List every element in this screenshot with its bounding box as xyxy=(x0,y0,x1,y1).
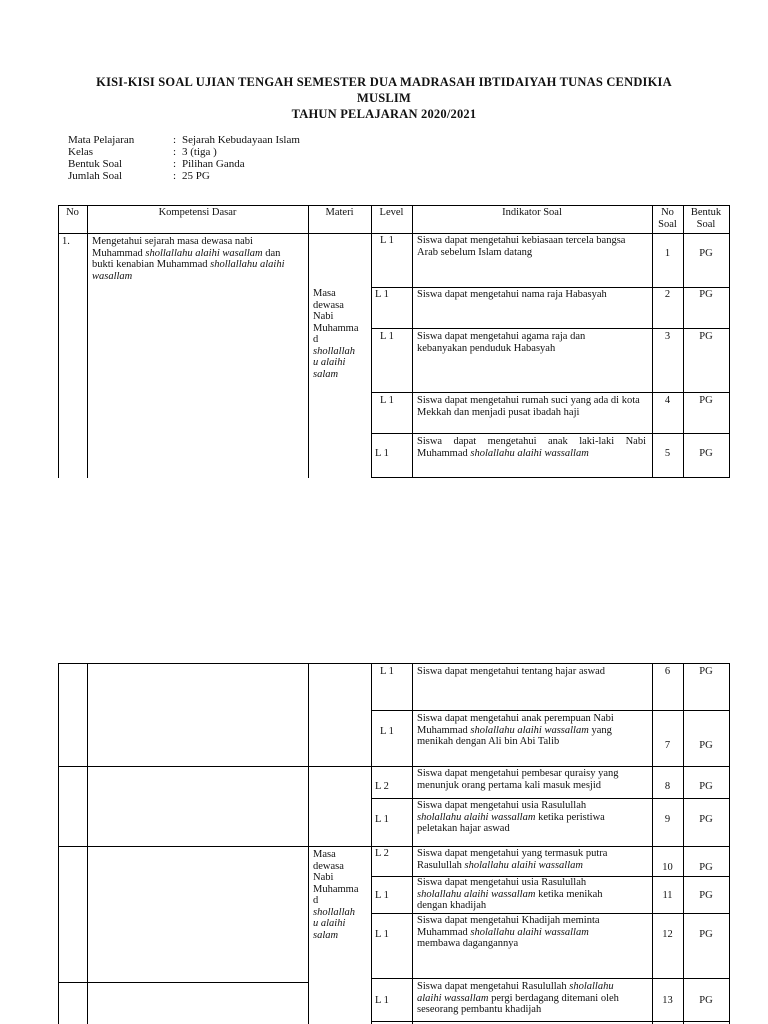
material-line xyxy=(313,907,371,919)
level-cell: L 1 xyxy=(375,448,389,459)
table-border xyxy=(58,205,59,478)
indicator-text-italic: sholallahu alaihi wassallam xyxy=(470,724,589,736)
question-form-cell: PG xyxy=(699,862,713,873)
question-no-cell: 5 xyxy=(664,448,671,459)
header-question-form-line: Soal xyxy=(696,218,716,230)
header-question-no-line: Soal xyxy=(658,218,677,230)
indicator-cell xyxy=(417,981,649,1016)
header-question-form-line: Bentuk xyxy=(690,207,722,218)
material-line: dewasa xyxy=(313,299,344,311)
title-line-3: TAHUN PELAJARAN 2020/2021 xyxy=(291,107,477,121)
material-line: Muhamma xyxy=(313,883,359,895)
header-question-no xyxy=(652,207,683,230)
level-cell: L 1 xyxy=(380,395,394,406)
indicator-text-part: pergi berdagang ditemani oleh xyxy=(488,992,619,1004)
meta-row-question-count xyxy=(68,170,300,182)
indicator-text-part: Rasulullah xyxy=(417,859,465,871)
indicator-cell: Siswa dapat mengetahui rumah suci yang ada di kota Mekkah dan menjadi pusat ibadah haji xyxy=(417,395,640,418)
indicator-text-italic: sholallahu xyxy=(569,981,614,992)
table-border xyxy=(87,663,88,1024)
indicator-line xyxy=(417,725,649,737)
table-border xyxy=(58,766,729,767)
question-form-cell: PG xyxy=(699,995,713,1006)
indicator-line xyxy=(417,889,649,901)
header-question-form xyxy=(683,207,729,230)
competency-text-part: bukti kenabian Muhammad xyxy=(92,259,211,270)
meta-value: Sejarah Kebudayaan Islam xyxy=(182,134,300,146)
meta-colon: : xyxy=(173,146,177,158)
material-italic: u alaihi xyxy=(313,918,346,929)
header-no: No xyxy=(66,207,79,218)
question-form-cell: PG xyxy=(699,448,713,459)
meta-row-subject xyxy=(68,134,300,146)
question-form-cell: PG xyxy=(699,781,713,792)
header-indicator: Indikator Soal xyxy=(502,207,562,218)
table-border xyxy=(371,328,729,329)
indicator-cell xyxy=(417,877,649,912)
indicator-cell xyxy=(417,915,649,950)
level-cell: L 1 xyxy=(380,331,394,342)
indicator-text-part: ketika menikah xyxy=(535,888,603,900)
indicator-line: Siswa dapat mengetahui yang termasuk putra xyxy=(417,848,608,859)
indicator-line: Siswa dapat mengetahui usia Rasulullah xyxy=(417,877,587,888)
level-cell: L 2 xyxy=(375,781,389,792)
indicator-line: peletakan hajar aswad xyxy=(417,823,510,834)
indicator-line xyxy=(417,812,649,824)
meta-label: Jumlah Soal xyxy=(68,170,123,182)
material-line xyxy=(313,918,371,930)
table-border xyxy=(308,205,309,478)
material-line: Nabi xyxy=(313,872,334,883)
indicator-text-italic: sholallahu alaihi wassallam xyxy=(417,888,536,900)
question-no-cell: 10 xyxy=(662,862,673,873)
table-border xyxy=(58,205,729,206)
table-border xyxy=(58,982,308,983)
competency-line xyxy=(92,271,306,283)
indicator-line xyxy=(417,927,649,939)
material-line: dewasa xyxy=(313,860,344,872)
table-border xyxy=(729,663,730,1024)
indicator-cell xyxy=(417,848,649,871)
meta-value: 25 PG xyxy=(182,170,210,182)
indicator-line: seseorang pembantu khadijah xyxy=(417,1004,542,1015)
competency-line xyxy=(92,248,306,260)
table-border xyxy=(58,233,729,234)
question-form-cell: PG xyxy=(699,740,713,751)
indicator-line: membawa dagangannya xyxy=(417,938,519,949)
competency-line: Mengetahui sejarah masa dewasa nabi xyxy=(92,236,253,247)
question-form-cell: PG xyxy=(699,289,713,300)
question-form-cell: PG xyxy=(699,666,713,677)
indicator-cell: Siswa dapat mengetahui pembesar quraisy yang menunjuk orang pertama kali masuk mesjid xyxy=(417,768,619,791)
level-cell: L 1 xyxy=(375,929,389,940)
question-no-cell: 11 xyxy=(662,890,673,901)
question-no-cell: 8 xyxy=(664,781,671,792)
competency-text-italic: wasallam xyxy=(92,270,133,282)
question-form-cell: PG xyxy=(699,395,713,406)
competency-text-part: dan xyxy=(262,247,281,259)
header-level: Level xyxy=(379,207,404,218)
question-no-cell: 7 xyxy=(664,740,671,751)
meta-colon: : xyxy=(173,158,177,170)
row-number: 1. xyxy=(62,236,70,247)
question-no-cell: 1 xyxy=(664,248,671,259)
question-no-cell: 3 xyxy=(664,331,671,342)
document-title xyxy=(60,74,708,122)
table-border xyxy=(58,846,729,847)
indicator-text-part: Muhammad xyxy=(417,447,471,459)
competency-text-italic: shollallahu alaihi wasallam xyxy=(145,247,263,259)
question-no-cell: 4 xyxy=(664,395,671,406)
level-cell: L 1 xyxy=(375,289,389,300)
level-cell: L 1 xyxy=(375,814,389,825)
material-line: Nabi xyxy=(313,311,334,322)
header-question-no-line: No xyxy=(661,207,674,218)
competency-line xyxy=(92,259,306,271)
indicator-line: Siswa dapat mengetahui anak perempuan Nabi xyxy=(417,713,614,724)
material-italic: u alaihi xyxy=(313,357,346,368)
material-line xyxy=(313,357,371,369)
meta-row-question-type xyxy=(68,158,300,170)
material-italic: salam xyxy=(313,929,339,941)
table-border xyxy=(371,392,729,393)
level-cell: L 1 xyxy=(380,666,394,677)
indicator-line xyxy=(417,993,649,1005)
question-form-cell: PG xyxy=(699,890,713,901)
table-border xyxy=(371,978,729,979)
material-line: Masa xyxy=(313,849,336,860)
table-border xyxy=(412,663,413,1024)
question-form-cell: PG xyxy=(699,814,713,825)
indicator-text-italic: sholallahu alaihi wassallam xyxy=(470,447,589,459)
table-border xyxy=(371,433,729,434)
table-border xyxy=(58,663,59,1024)
indicator-cell xyxy=(417,713,649,748)
material-text xyxy=(313,849,371,941)
indicator-line: Siswa dapat mengetahui usia Rasulullah xyxy=(417,800,587,811)
material-line xyxy=(313,346,371,358)
header-competency: Kompetensi Dasar xyxy=(158,207,237,218)
table-border xyxy=(371,477,729,478)
level-cell: L 1 xyxy=(380,235,394,246)
header-material: Materi xyxy=(325,207,354,218)
level-cell: L 1 xyxy=(375,995,389,1006)
level-cell: L 1 xyxy=(375,890,389,901)
indicator-text-italic: sholallahu alaihi wassallam xyxy=(417,811,536,823)
meta-label: Bentuk Soal xyxy=(68,158,123,170)
indicator-text-italic: sholallahu alaihi wassallam xyxy=(470,926,589,938)
question-no-cell: 6 xyxy=(664,666,671,677)
meta-label: Mata Pelajaran xyxy=(68,134,135,146)
material-line: d xyxy=(313,334,319,345)
competency-text-part: Muhammad xyxy=(92,247,146,259)
question-form-cell: PG xyxy=(699,929,713,940)
indicator-line: dengan khadijah xyxy=(417,900,487,911)
table-border xyxy=(371,913,729,914)
competency-text xyxy=(92,236,306,282)
indicator-line: Siswa dapat mengetahui Khadijah meminta xyxy=(417,915,600,926)
question-form-cell: PG xyxy=(699,248,713,259)
indicator-text-part: yang xyxy=(588,724,612,736)
table-border xyxy=(371,663,372,1024)
material-line xyxy=(313,930,371,942)
indicator-cell xyxy=(417,436,646,459)
meta-value: 3 (tiga ) xyxy=(182,146,217,158)
table-border xyxy=(308,663,309,1024)
material-italic: shollallah xyxy=(313,906,356,918)
material-italic: salam xyxy=(313,368,339,380)
question-form-cell: PG xyxy=(699,331,713,342)
indicator-text-part: ketika peristiwa xyxy=(535,811,605,823)
table-border xyxy=(371,287,729,288)
table-border xyxy=(87,205,88,478)
material-line xyxy=(313,369,371,381)
indicator-cell: Siswa dapat mengetahui kebiasaan tercela bangsa Arab sebelum Islam datang xyxy=(417,235,626,258)
table-border xyxy=(371,798,729,799)
meta-value: Pilihan Ganda xyxy=(182,158,245,170)
meta-label: Kelas xyxy=(68,146,94,158)
title-line-2: MUSLIM xyxy=(357,91,411,105)
table-border xyxy=(58,663,729,664)
indicator-cell: Siswa dapat mengetahui agama raja dan kebanyakan penduduk Habasyah xyxy=(417,331,586,354)
table-border xyxy=(371,205,372,478)
indicator-text-part: Muhammad xyxy=(417,926,471,938)
indicator-line: menikah dengan Ali bin Abi Talib xyxy=(417,736,560,747)
indicator-line xyxy=(417,448,646,460)
indicator-text-part: Muhammad xyxy=(417,724,471,736)
question-no-cell: 12 xyxy=(662,929,673,940)
indicator-text-italic: sholallahu alaihi wassallam xyxy=(464,859,583,871)
table-border xyxy=(371,1021,729,1022)
table-border xyxy=(412,205,413,478)
level-cell: L 1 xyxy=(380,726,394,737)
indicator-cell xyxy=(417,800,649,835)
title-line-1: KISI-KISI SOAL UJIAN TENGAH SEMESTER DUA MADRASAH IBTIDAIYAH TUNAS CENDIKIA xyxy=(96,75,672,89)
material-italic: shollallah xyxy=(313,345,356,357)
meta-colon: : xyxy=(173,170,177,182)
material-line: Muhamma xyxy=(313,322,359,334)
indicator-line xyxy=(417,860,649,872)
indicator-line xyxy=(417,981,649,993)
table-border xyxy=(729,205,730,478)
table-border xyxy=(652,663,653,1024)
material-line: Masa xyxy=(313,288,336,299)
table-border xyxy=(683,663,684,1024)
question-no-cell: 13 xyxy=(662,995,673,1006)
indicator-cell: Siswa dapat mengetahui nama raja Habasyah xyxy=(417,289,607,300)
material-line: d xyxy=(313,895,319,906)
level-cell: L 2 xyxy=(375,848,389,859)
indicator-text-italic: alaihi wassallam xyxy=(417,992,489,1004)
table-border xyxy=(371,710,729,711)
material-text xyxy=(313,288,371,380)
question-no-cell: 2 xyxy=(664,289,671,300)
question-no-cell: 9 xyxy=(664,814,671,825)
indicator-cell: Siswa dapat mengetahui tentang hajar aswad xyxy=(417,666,606,677)
exam-info xyxy=(68,134,300,182)
competency-text-italic: shollallahu alaihi xyxy=(210,259,285,270)
indicator-line: Siswa dapat mengetahui anak laki-laki Nabi xyxy=(417,436,646,447)
meta-colon: : xyxy=(173,134,177,146)
indicator-text-part: Siswa dapat mengetahui Rasulullah xyxy=(417,981,570,992)
meta-row-class xyxy=(68,146,300,158)
